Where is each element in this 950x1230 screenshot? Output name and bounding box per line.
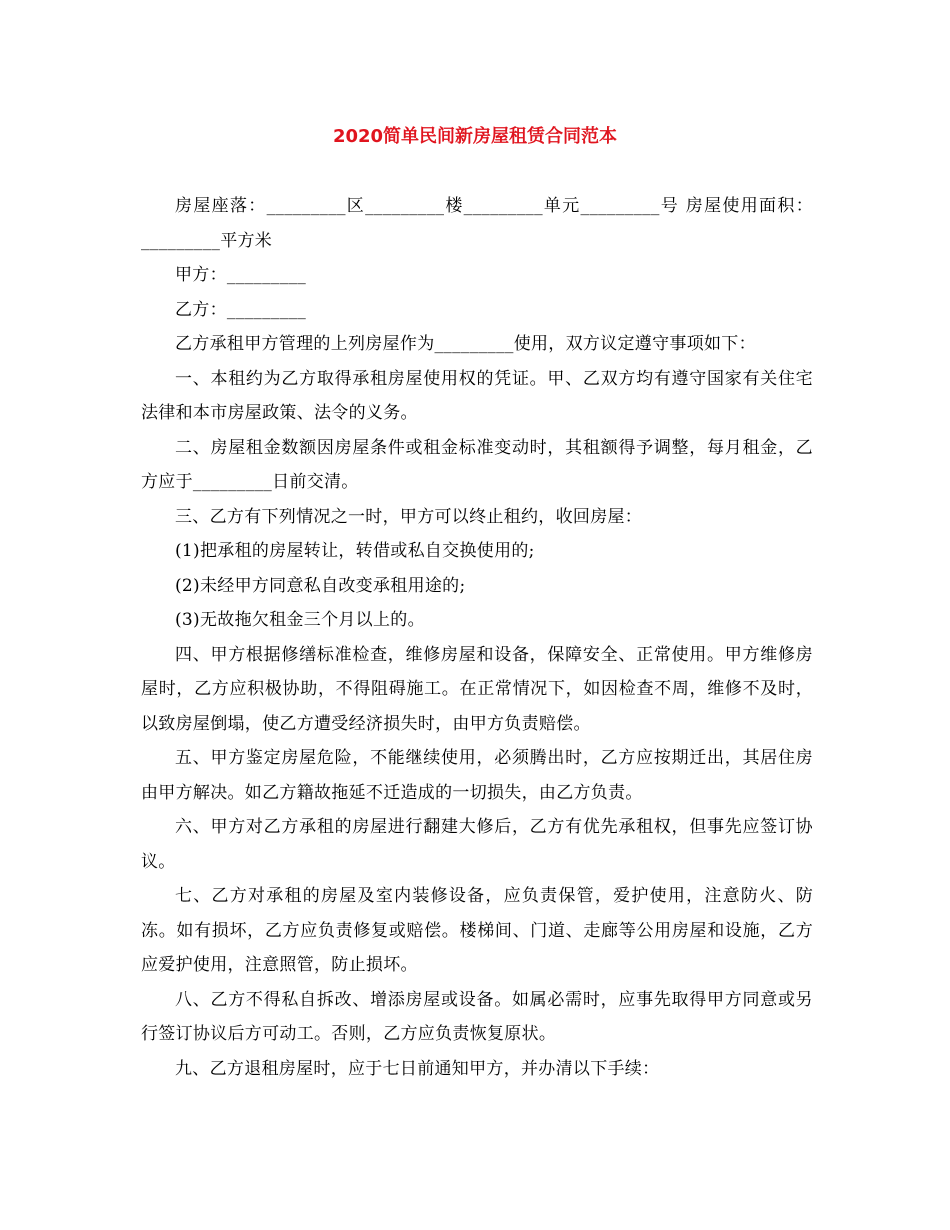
paragraph-clause-1: 一、本租约为乙方取得承租房屋使用权的凭证。甲、乙双方均有遵守国家有关住宅法律和本市房屋政策、法令的义务。 [141,368,813,423]
paragraph-clause-3-item-1: (1)把承租的房屋转让，转借或私自交换使用的; [175,541,535,561]
paragraph-clause-8: 八、乙方不得私自拆改、增添房屋或设备。如属必需时，应事先取得甲方同意或另行签订协议后方可动工。否则，乙方应负责恢复原状。 [141,989,813,1044]
document-title: 2020简单民间新房屋租赁合同范本 [332,126,618,147]
paragraph-party-a: 甲方：_________ [175,265,307,285]
paragraph-clause-2: 二、房屋租金数额因房屋条件或租金标准变动时，其租额得予调整，每月租金，乙方应于_________日前交清。 [141,437,813,492]
paragraph-clause-6: 六、甲方对乙方承租的房屋进行翻建大修后，乙方有优先承租权，但事先应签订协议。 [141,817,813,872]
paragraph-clause-7: 七、乙方对承租的房屋及室内装修设备，应负责保管，爱护使用，注意防火、防冻。如有损坏，乙方应负责修复或赔偿。楼梯间、门道、走廊等公用房屋和设施，乙方应爱护使用，注意照管，防止损坏。 [141,886,813,975]
paragraph-clause-5: 五、甲方鉴定房屋危险，不能继续使用，必须腾出时，乙方应按期迁出，其居住房由甲方解决。如乙方籍故拖延不迁造成的一切损失，由乙方负责。 [141,748,813,803]
paragraph-clause-9: 九、乙方退租房屋时，应于七日前通知甲方，并办清以下手续： [175,1058,660,1079]
paragraph-clause-3: 三、乙方有下列情况之一时，甲方可以终止租约，收回房屋： [175,506,643,527]
paragraph-usage: 乙方承租甲方管理的上列房屋作为_________使用，双方议定遵守事项如下： [175,334,756,354]
paragraph-clause-4: 四、甲方根据修缮标准检查，维修房屋和设备，保障安全、正常使用。甲方维修房屋时，乙方应积极协助，不得阻碍施工。在正常情况下，如因检查不周，维修不及时，以致房屋倒塌，使乙方遭受经济损失时，由甲方负责赔偿。 [141,644,813,734]
paragraph-property-location: 房屋座落：_________区_________楼_________单元_________号 房屋使用面积：_________平方米 [141,196,813,251]
paragraph-clause-3-item-3: (3)无故拖欠租金三个月以上的。 [175,610,425,630]
paragraph-party-b: 乙方：_________ [175,299,307,320]
document-body [141,189,813,1086]
paragraph-clause-3-item-2: (2)未经甲方同意私自改变承租用途的; [175,575,466,596]
